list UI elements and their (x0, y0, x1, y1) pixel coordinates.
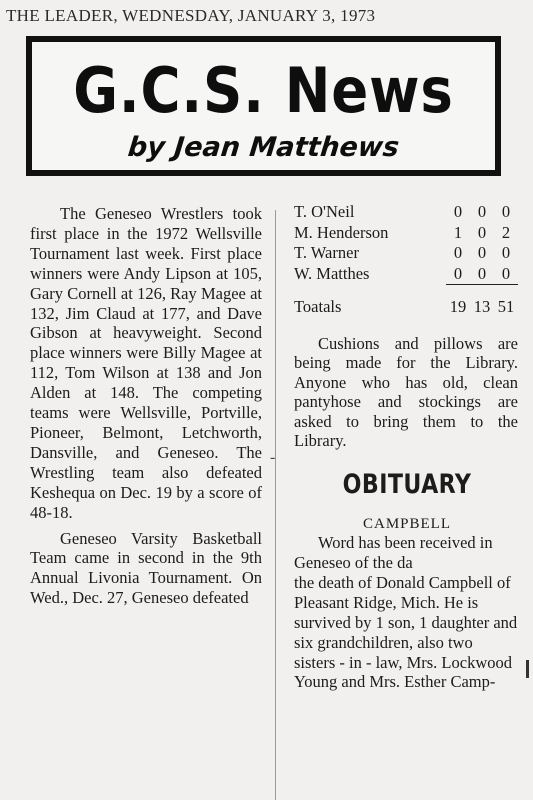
wrestling-paragraph: The Geneseo Wrestlers took first place in the 1972 Wellsville Tournament last week. First place winners were Andy Lipson at 105, Gary Cornell at 126, Ray Magee at 132, Jim Claud at 177, and Dave Gibson at heavyweight. Second place winners were Billy Magee at 112, Tom Wilson at 138 and Jon Alden at 148. The competing teams were Wellsville, Portville, Pioneer, Belmont, Letchworth, Dansville, and Geneseo. The Wrestling team also defeated Keshequa on Dec. 19 by a score of 48-18. (30, 204, 262, 522)
library-paragraph: Cushions and pillows are being made for the Library. Anyone who has old, clean pantyhose and stockings are asked to bring them to the Library. (294, 333, 518, 451)
player-name: T. Warner (294, 243, 359, 262)
left-column (30, 204, 262, 608)
player-name: T. O'Neil (294, 202, 355, 221)
totals-label: Toatals (294, 296, 342, 316)
stat-value: 0 (501, 202, 511, 221)
obituary-heading: OBITUARY (342, 469, 472, 501)
column-divider (275, 210, 276, 800)
totals-row (294, 285, 518, 318)
column-dash-mark: - (270, 449, 276, 466)
masthead-box (26, 36, 501, 176)
player-name: M. Henderson (294, 222, 389, 242)
table-row (294, 264, 518, 285)
stat-value: 0 (501, 263, 511, 283)
obituary-line-1: Word has been received in Geneseo of the da (294, 533, 493, 572)
stat-value: 2 (501, 222, 511, 242)
stat-value: 0 (477, 222, 487, 242)
stat-value: 1 (453, 222, 463, 242)
stat-value: 0 (477, 243, 487, 262)
table-row (294, 223, 518, 244)
stat-value: 0 (453, 263, 463, 283)
obituary-body (294, 533, 518, 692)
masthead-byline: by Jean Matthews (126, 132, 401, 163)
table-row (294, 243, 518, 264)
total-value: 19 (446, 285, 470, 318)
total-value: 51 (494, 285, 518, 318)
obituary-line-2: the death of Donald Campbell of Pleasant Ridge, Mich. He is survived by 1 son, 1 daughter and six grandchildren, also two sisters - in - law, Mrs. Lockwood Young and Mrs. Esther Camp- (294, 572, 518, 692)
library-notice (294, 334, 518, 452)
stat-value: 0 (477, 202, 487, 221)
right-column (294, 202, 520, 692)
obituary-name: CAMPBELL (362, 516, 451, 533)
player-name: W. Matthes (294, 263, 370, 283)
edge-mark (526, 660, 529, 678)
stat-value: 0 (501, 243, 511, 262)
table-row (294, 202, 518, 223)
stat-value: 0 (453, 202, 463, 221)
stat-value: 0 (453, 243, 463, 262)
stats-table (294, 202, 518, 318)
dateline: THE LEADER, WEDNESDAY, JANUARY 3, 1973 (6, 6, 376, 25)
basketball-paragraph: Geneseo Varsity Basketball Team came in second in the 9th Annual Livonia Tournament. On Wed., Dec. 27, Geneseo defeated (30, 528, 262, 608)
masthead-title: G.C.S. News (73, 54, 454, 127)
total-value: 13 (470, 285, 494, 318)
stat-value: 0 (477, 263, 487, 283)
